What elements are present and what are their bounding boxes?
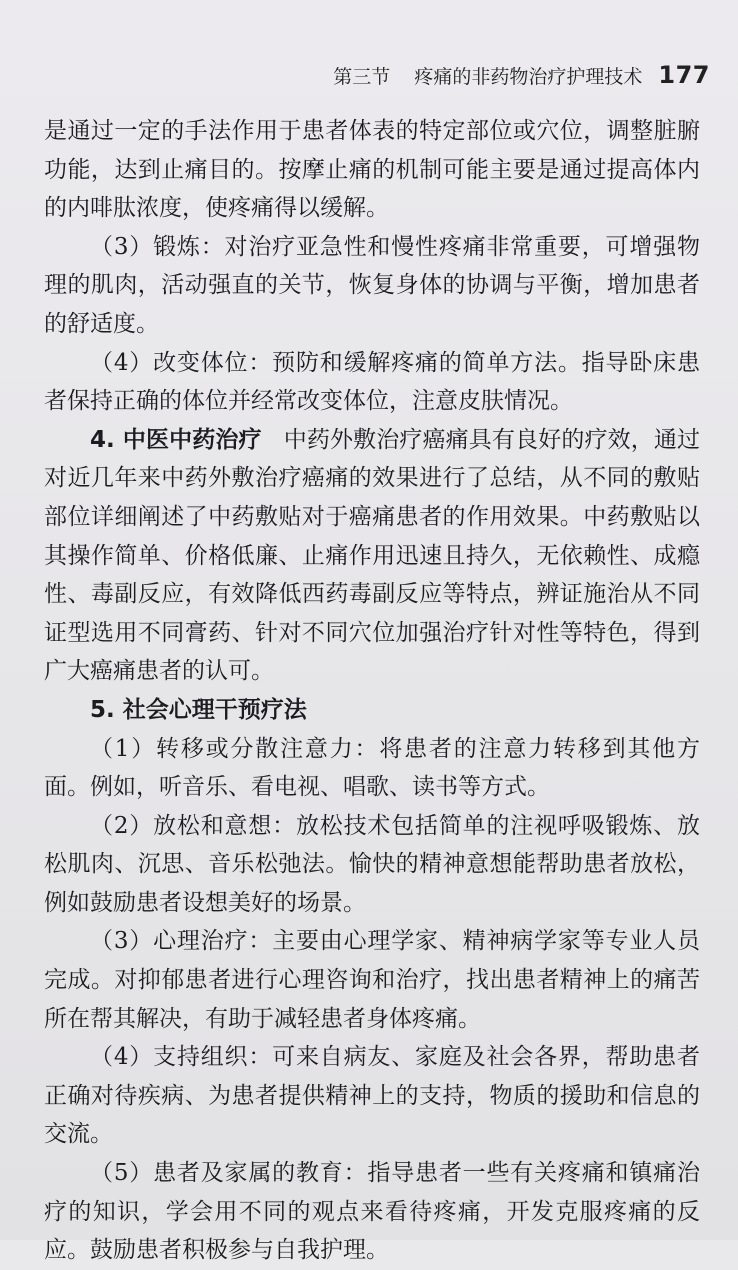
paragraph-text: （3）心理治疗：主要由心理学家、精神病学家等专业人员完成。对抑郁患者进行心理咨询和治疗，找出患者精神上的痛苦所在帮其解决，有助于减轻患者身体疼痛。 xyxy=(44,928,700,1032)
body-text xyxy=(44,112,700,1270)
section-heading: 4. 中医中药治疗 xyxy=(90,426,262,453)
section-label: 第三节 xyxy=(333,66,391,88)
running-header xyxy=(40,60,710,92)
paragraph xyxy=(44,344,700,421)
paragraph xyxy=(44,1154,700,1270)
paragraph-text: （3）锻炼：对治疗亚急性和慢性疼痛非常重要，可增强物理的肌肉，活动强直的关节，恢复身体的协调与平衡，增加患者的舒适度。 xyxy=(44,233,700,337)
paragraph xyxy=(44,807,700,923)
chapter-title: 疼痛的非药物治疗护理技术 xyxy=(414,66,643,88)
paragraph-text: （4）支持组织：可来自病友、家庭及社会各界，帮助患者正确对待疾病、为患者提供精神上的支持，物质的援助和信息的交流。 xyxy=(44,1044,700,1148)
paragraph xyxy=(44,691,700,730)
paragraph xyxy=(44,730,700,807)
paragraph-text: （4）改变体位：预防和缓解疼痛的简单方法。指导卧床患者保持正确的体位并经常改变体位，注意皮肤情况。 xyxy=(44,349,700,415)
paragraph-text: （5）患者及家属的教育：指导患者一些有关疼痛和镇痛治疗的知识，学会用不同的观点来看待疼痛，开发克服疼痛的反应。鼓励患者积极参与自我护理。 xyxy=(44,1160,700,1264)
paragraph-text: 是通过一定的手法作用于患者体表的特定部位或穴位，调整脏腑功能，达到止痛目的。按摩止痛的机制可能主要是通过提高体内的内啡肽浓度，使疼痛得以缓解。 xyxy=(44,118,700,222)
section-heading: 5. 社会心理干预疗法 xyxy=(90,696,307,723)
paragraph xyxy=(44,1038,700,1154)
paragraph xyxy=(44,112,700,228)
paragraph-text: （2）放松和意想：放松技术包括简单的注视呼吸锻炼、放松肌肉、沉思、音乐松弛法。愉快的精神意想能帮助患者放松，例如鼓励患者设想美好的场景。 xyxy=(44,812,700,916)
page-number: 177 xyxy=(658,61,710,89)
paragraph xyxy=(44,421,700,691)
paragraph-text: 中药外敷治疗癌痛具有良好的疗效，通过对近几年来中药外敷治疗癌痛的效果进行了总结，从不同的敷贴部位详细阐述了中药敷贴对于癌痛患者的作用效果。中药敷贴以其操作简单、价格低廉、止痛作用迅速且持久，无依赖性、成瘾性、毒副反应，有效降低西药毒副反应等特点，辨证施治从不同证型选用不同膏药、针对不同穴位加强治疗针对性等特色，得到广大癌痛患者的认可。 xyxy=(44,426,701,685)
paragraph xyxy=(44,922,700,1038)
paragraph xyxy=(44,228,700,344)
paragraph-text: （1）转移或分散注意力：将患者的注意力转移到其他方面。例如，听音乐、看电视、唱歌、读书等方式。 xyxy=(44,735,700,801)
